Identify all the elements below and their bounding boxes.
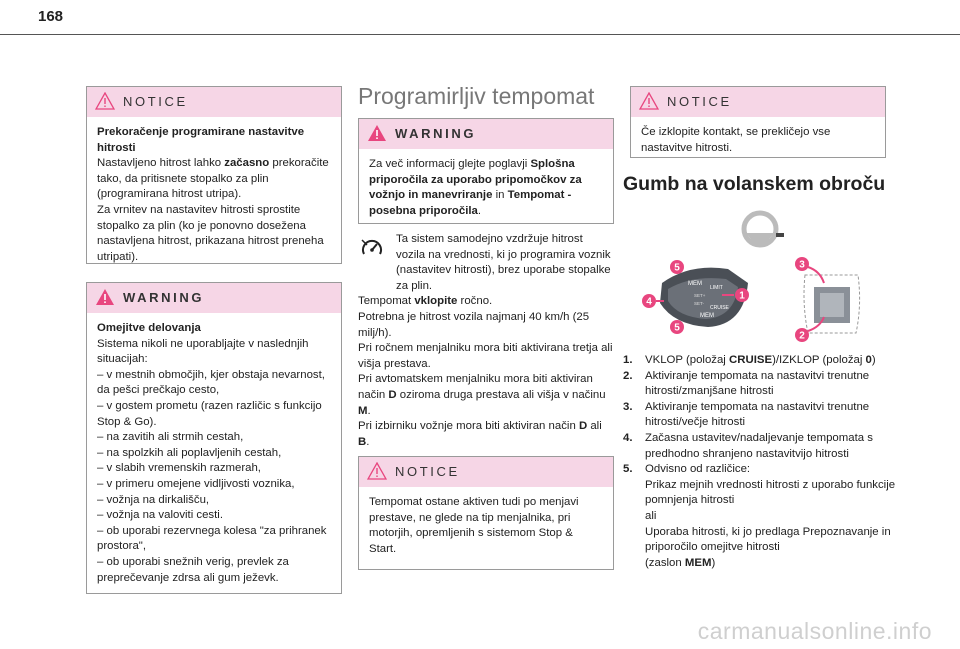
limitation-item: – v gostem prometu (razen različic s funkcijo Stop & Go). — [97, 399, 322, 428]
limitation-item: – ob uporabi rezervnega kolesa "za prihranek prostora", — [97, 524, 327, 553]
list-item-number: 3. — [623, 400, 633, 413]
notice-box-speed-exceed — [86, 86, 342, 264]
svg-text:5: 5 — [674, 262, 680, 274]
callout-3 — [795, 257, 809, 271]
limitation-item: – v slabih vremenskih razmerah, — [97, 462, 261, 475]
svg-text:SET+: SET+ — [694, 293, 706, 298]
svg-text:LIMIT: LIMIT — [710, 285, 723, 291]
description-paragraph-5: Pri avtomatskem menjalniku mora biti aktiviran način D oziroma druga prestava ali višja v načinu M. — [358, 373, 606, 417]
warning-box-recommendations — [358, 118, 614, 224]
svg-text:3: 3 — [799, 259, 805, 271]
warning-intro: Sistema nikoli ne uporabljajte v naslednjih situacijah: — [97, 337, 309, 366]
warning-text: Za več informacij glejte poglavji Splošna priporočila za uporabo pripomočkov za vožnjo in manevriranje in Tempomat - posebna priporočila. — [369, 158, 582, 217]
svg-text:MEM: MEM — [700, 313, 714, 319]
notice-paragraph-1: Nastavljeno hitrost lahko začasno prekoračite tako, da pritisnete stopalko za plin (programirana hitrost utripa). — [97, 157, 329, 201]
svg-text:MEM: MEM — [688, 281, 702, 287]
description-paragraph-4: Pri ročnem menjalniku mora biti aktivirana tretja ali višja prestava. — [358, 342, 613, 370]
notice-header — [631, 87, 885, 117]
description-paragraph-3: Potrebna je hitrost vozila najmanj 40 km/h (25 milj/h). — [358, 310, 590, 339]
list-item — [623, 400, 903, 431]
svg-text:1: 1 — [739, 290, 745, 302]
notice-text: Tempomat ostane aktiven tudi po menjavi prestave, ne glede na tip menjalnika, pri motorjih, opremljenih s sistemom Stop & Start. — [369, 496, 579, 555]
svg-text:5: 5 — [674, 322, 680, 334]
limitation-item: – na zavitih ali strmih cestah, — [97, 431, 244, 444]
warning-title: WARNING — [395, 126, 477, 141]
notice-heading: Prekoračenje programirane nastavitve hitrosti — [97, 126, 305, 154]
callout-4 — [642, 294, 656, 308]
warning-triangle-icon — [639, 92, 659, 110]
section-title-steering-wheel-button: Gumb na volanskem obroču — [623, 173, 886, 195]
description-paragraph-1: Ta sistem samodejno vzdržuje hitrost vozila na vrednosti, ki jo programira voznik (nastavitev hitrosti), brez uporabe stopalke za plin. — [396, 233, 611, 292]
notice-box-gear-change — [358, 456, 614, 570]
limitation-item: – v mestnih območjih, kjer obstaja nevarnost, da pešci prečkajo cesto, — [97, 368, 325, 397]
list-item-text: Aktiviranje tempomata na nastavitvi trenutne hitrosti/zmanjšane hitrosti — [645, 369, 870, 398]
callout-5-top — [670, 260, 684, 274]
callout-1 — [735, 288, 749, 302]
warning-triangle-icon — [367, 462, 387, 480]
button-function-list — [623, 353, 903, 571]
warning-box-limitations — [86, 282, 342, 594]
notice-header — [87, 87, 341, 117]
limitation-item: – v primeru omejene vidljivosti voznika, — [97, 477, 295, 490]
list-item-number: 4. — [623, 431, 633, 444]
warning-header — [87, 283, 341, 313]
svg-text:SET-: SET- — [694, 301, 705, 306]
notice-title: NOTICE — [667, 94, 732, 109]
page-number: 168 — [38, 8, 64, 25]
header-divider — [0, 34, 960, 35]
list-item-number: 5. — [623, 463, 633, 476]
steering-switch-diagram — [630, 205, 890, 345]
watermark: carmanualsonline.info — [697, 618, 932, 644]
list-item — [623, 431, 903, 462]
limitation-item: – na spolzkih ali poplavljenih cestah, — [97, 446, 282, 459]
description-paragraph-6: Pri izbirniku vožnje mora biti aktiviran način D ali B. — [358, 420, 602, 448]
svg-text:4: 4 — [646, 296, 652, 308]
svg-text:CRUISE: CRUISE — [710, 305, 729, 311]
warning-triangle-icon — [95, 288, 115, 306]
notice-paragraph-2: Za vrnitev na nastavitev hitrosti sprostite stopalko za plin (ko je ponovno dosežena nastavljena hitrost, prikazana hitrost preneha utripati). — [97, 203, 324, 263]
list-item-text: Odvisno od različice: Prikaz mejnih vrednosti hitrosti z uporabo funkcije pomnjenja hitrosti ali Uporaba hitrosti, ki jo predlaga Prepoznavanje in priporočilo omejitve hitrosti (zaslon MEM) — [645, 463, 896, 569]
limitation-item: – vožnja na dirkališču, — [97, 493, 210, 506]
callout-2 — [795, 328, 809, 342]
limitation-item: – vožnja na valoviti cesti. — [97, 509, 223, 522]
list-item-text: Začasna ustavitev/nadaljevanje tempomata s predhodno shranjeno nastavitvijo hitrosti — [645, 431, 873, 460]
warning-triangle-icon — [367, 124, 387, 142]
list-item — [623, 462, 903, 571]
warning-header — [359, 119, 613, 149]
notice-box-ignition-off — [630, 86, 886, 158]
cruise-control-description — [358, 232, 613, 450]
notice-text: Če izklopite kontakt, se prekličejo vse nastavitve hitrosti. — [641, 126, 831, 154]
section-title-cruise-control: Programirljiv tempomat — [358, 83, 595, 109]
list-item-number: 2. — [623, 369, 633, 382]
steering-wheel-icon — [744, 213, 784, 245]
list-item-text: VKLOP (položaj CRUISE)/IZKLOP (položaj 0) — [645, 354, 876, 366]
notice-title: NOTICE — [123, 94, 188, 109]
svg-text:2: 2 — [799, 330, 805, 342]
cruise-stalk-illustration — [660, 268, 748, 327]
warning-triangle-icon — [95, 92, 115, 110]
callout-5-bottom — [670, 320, 684, 334]
list-item-number: 1. — [623, 354, 633, 366]
warning-title: WARNING — [123, 290, 205, 305]
limitation-item: – ob uporabi snežnih verig, prevlek za preprečevanje zdrsa ali gum ježevk. — [97, 555, 289, 584]
list-item-text: Aktiviranje tempomata na nastavitvi trenutne hitrosti/večje hitrosti — [645, 400, 870, 429]
list-item — [623, 369, 903, 400]
notice-header — [359, 457, 613, 487]
description-paragraph-2: Tempomat vklopite ročno. — [358, 295, 493, 308]
list-item — [623, 353, 903, 369]
warning-heading: Omejitve delovanja — [97, 322, 201, 334]
notice-title: NOTICE — [395, 464, 460, 479]
column-side-illustration — [804, 275, 860, 333]
